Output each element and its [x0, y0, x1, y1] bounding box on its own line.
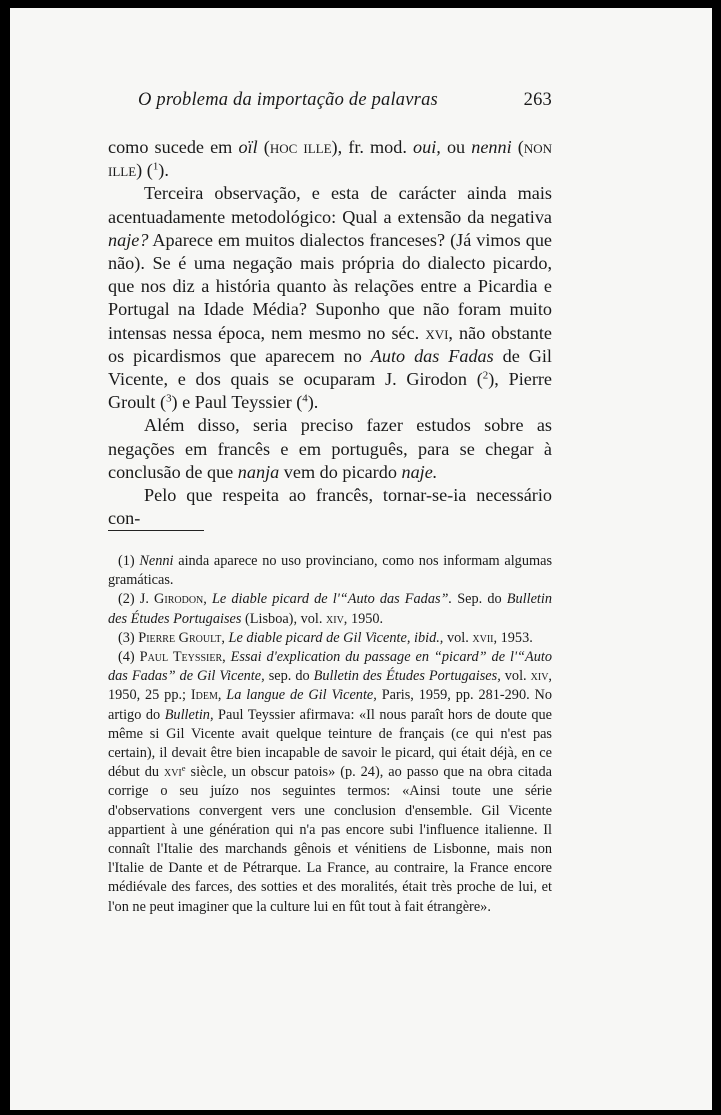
footnote-1: (1) Nenni ainda aparece no uso provinciano, como nos informam algumas gramáticas. [108, 553, 553, 589]
footnote-ref-2: 2 [482, 369, 489, 382]
main-text [108, 136, 552, 530]
paragraph-3: Além disso, seria preciso fazer estudos sobre as negações em francês e em português, para se chegar à conclusão de que nanja vem do picardo naje. [108, 415, 552, 482]
footnotes [108, 552, 552, 917]
paragraph-2: Terceira observação, e esta de carácter ainda mais acentuadamente metodológico: Qual a extensão da negativa naje? Aparece em muitos dialectos franceses? (Já vimos que não). Se é uma negação mais própria do dialecto picardo, que nos diz a história quanto às relações entre a Picardia e Portugal na Idade Média? Suponho que não foram muito intensas nessa época, nem mesmo no séc. xvi, não obstante os picardismos que aparecem no Auto das Fadas de Gil Vicente, e dos quais se ocuparam J. Girodon ($^2$), Pierre Groult ($^3$) e Paul Teyssier ($^4$). [108, 183, 553, 413]
footnote-ref-4: 4 [302, 392, 308, 405]
paragraph-4: Pelo que respeita ao francês, tornar-se-ia necessário con- [108, 485, 552, 529]
footnote-ref-3: 3 [166, 392, 172, 405]
page-number: 263 [523, 90, 552, 110]
book-page [10, 8, 712, 1110]
footnote-ref-1: 1 [152, 160, 159, 173]
running-header [138, 90, 552, 111]
footnote-2: (2) J. Girodon, Le diable picard de l'“Auto das Fadas”. Sep. do Bulletin des Études Portugaises (Lisboa), vol. xiv, 1950. [108, 591, 553, 627]
footnote-3: (3) Pierre Groult, Le diable picard de Gil Vicente, ibid., vol. xvii, 1953. [118, 629, 533, 646]
footnote-4: (4) Paul Teyssier, Essai d'explication du passage en “picard” de l'“Auto das Fadas” de Gil Vicente, sep. do Bulletin des Études Portugaises, vol. xiv, 1950, 25 pp.; Idem, La langue de Gil Vicente, Paris, 1959, pp. 281-290. No artigo do Bulletin, Paul Teyssier afirmava: «Il nous paraît hors de doute que même si Gil Vicente avait quelque teinture de français (ce qui n'est pas certain), il devait être bien incapable de savoir le picard, qui était déjà, en ce début du xvi$^e$ siècle, un obscur patois» (p. 24), ao passo que na obra citada corrige o seu juízo nos seguintes termos: «Ainsi toute une série d'observations convergent vers une conclusion d'ensemble. Gil Vicente appartient à une génération qui n'a pas encore subi l'influence italienne. Il connaît l'Italie des marchands gênois et vénitiens de Lisbonne, mais non l'Italie de Dante et de Pétrarque. La France, au contraire, la France encore médiévale des farces, des sotties et des moralités, était très proche de lui, et l'on ne peut imaginer que la culture lui en fût tout à fait étrangère». [108, 649, 553, 915]
paragraph-1: como sucede em oïl (hoc ille), fr. mod. oui, ou nenni (non ille) ($^1$). [108, 137, 553, 181]
footnote-divider [108, 530, 204, 531]
running-title: O problema da importação de palavras [138, 90, 438, 110]
